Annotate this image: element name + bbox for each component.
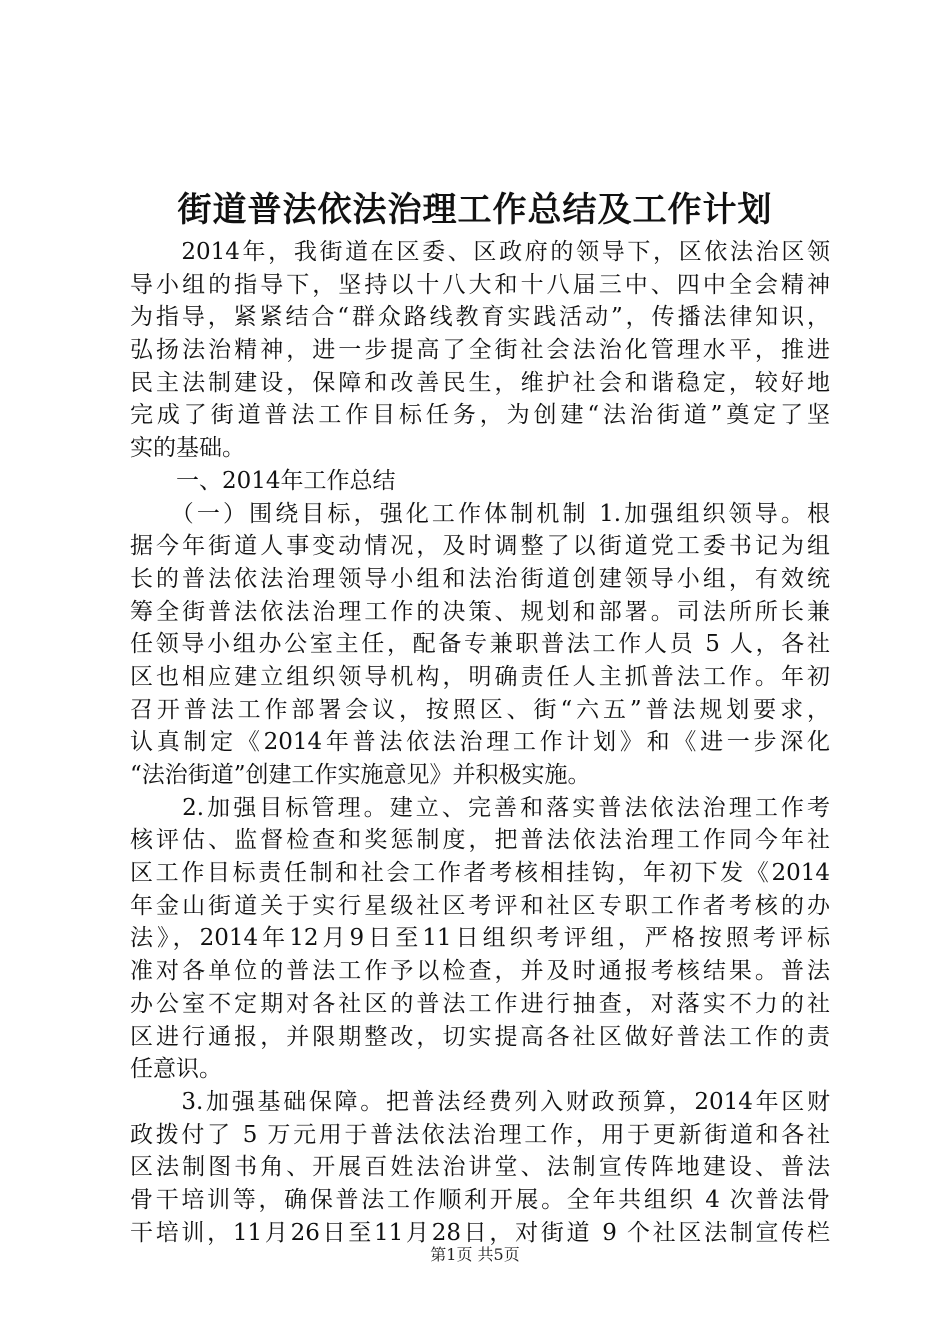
body-line: 政拨付了 5 万元用于普法依法治理工作，用于更新街道和各社 — [130, 1121, 830, 1148]
body-line: 筹全街普法依法治理工作的决策、规划和部署。司法所所长兼 — [130, 598, 830, 625]
body-line: 长的普法依法治理领导小组和法治街道创建领导小组，有效统 — [130, 565, 830, 592]
document-title: 街道普法依法治理工作总结及工作计划 — [177, 190, 773, 230]
body-line: 为指导，紧紧结合“群众路线教育实践活动”，传播法律知识， — [130, 304, 830, 331]
body-line: 骨干培训等，确保普法工作顺利开展。全年共组织 4 次普法骨 — [130, 1186, 830, 1213]
document-body — [130, 236, 830, 1249]
body-line: 民主法制建设，保障和改善民生，维护社会和谐稳定，较好地 — [130, 369, 830, 396]
body-line: 召开普法工作部署会议，按照区、街“六五”普法规划要求， — [130, 696, 830, 723]
body-line: 弘扬法治精神，进一步提高了全街社会法治化管理水平，推进 — [130, 337, 830, 364]
body-line: 一、2014年工作总结 — [130, 467, 396, 494]
body-line: 准对各单位的普法工作予以检查，并及时通报考核结果。普法 — [130, 958, 830, 985]
body-line: 任领导小组办公室主任，配备专兼职普法工作人员 5 人，各社 — [130, 631, 830, 658]
body-line: “法治街道”创建工作实施意见》并积极实施。 — [130, 762, 591, 788]
body-line: 年金山街道关于实行星级社区考评和社区专职工作者考核的办 — [130, 892, 830, 919]
page-footer: 第1页 共5页 — [430, 1245, 520, 1264]
body-line: 2014年，我街道在区委、区政府的领导下，区依法治区领 — [130, 239, 830, 265]
body-line: 任意识。 — [130, 1056, 222, 1083]
body-line: 2.加强目标管理。建立、完善和落实普法依法治理工作考 — [130, 794, 830, 821]
body-line: 区也相应建立组织领导机构，明确责任人主抓普法工作。年初 — [130, 663, 830, 690]
body-line: 区法制图书角、开展百姓法治讲堂、法制宣传阵地建设、普法 — [130, 1154, 830, 1181]
body-line: 完成了街道普法工作目标任务，为创建“法治街道”奠定了坚 — [130, 402, 830, 429]
body-line: 实的基础。 — [130, 435, 245, 462]
body-line: 区进行通报，并限期整改，切实提高各社区做好普法工作的责 — [130, 1023, 830, 1050]
body-line: 干培训，11月26日至11月28日，对街道 9 个社区法制宣传栏 — [130, 1219, 830, 1246]
body-line: 导小组的指导下，坚持以十八大和十八届三中、四中全会精神 — [130, 271, 830, 298]
body-line: 据今年街道人事变动情况，及时调整了以街道党工委书记为组 — [130, 533, 830, 560]
body-line: （一）围绕目标，强化工作体制机制 1.加强组织领导。根 — [130, 500, 830, 527]
body-line: 法》，2014年12月9日至11日组织考评组，严格按照考评标 — [130, 925, 830, 952]
body-line: 区工作目标责任制和社会工作者考核相挂钩，年初下发《2014 — [130, 860, 830, 887]
body-line: 办公室不定期对各社区的普法工作进行抽查，对落实不力的社 — [130, 990, 830, 1017]
body-line: 3.加强基础保障。把普法经费列入财政预算，2014年区财 — [130, 1088, 830, 1115]
body-line: 核评估、监督检查和奖惩制度，把普法依法治理工作同今年社 — [130, 827, 830, 854]
body-line: 认真制定《2014年普法依法治理工作计划》和《进一步深化 — [130, 729, 830, 756]
